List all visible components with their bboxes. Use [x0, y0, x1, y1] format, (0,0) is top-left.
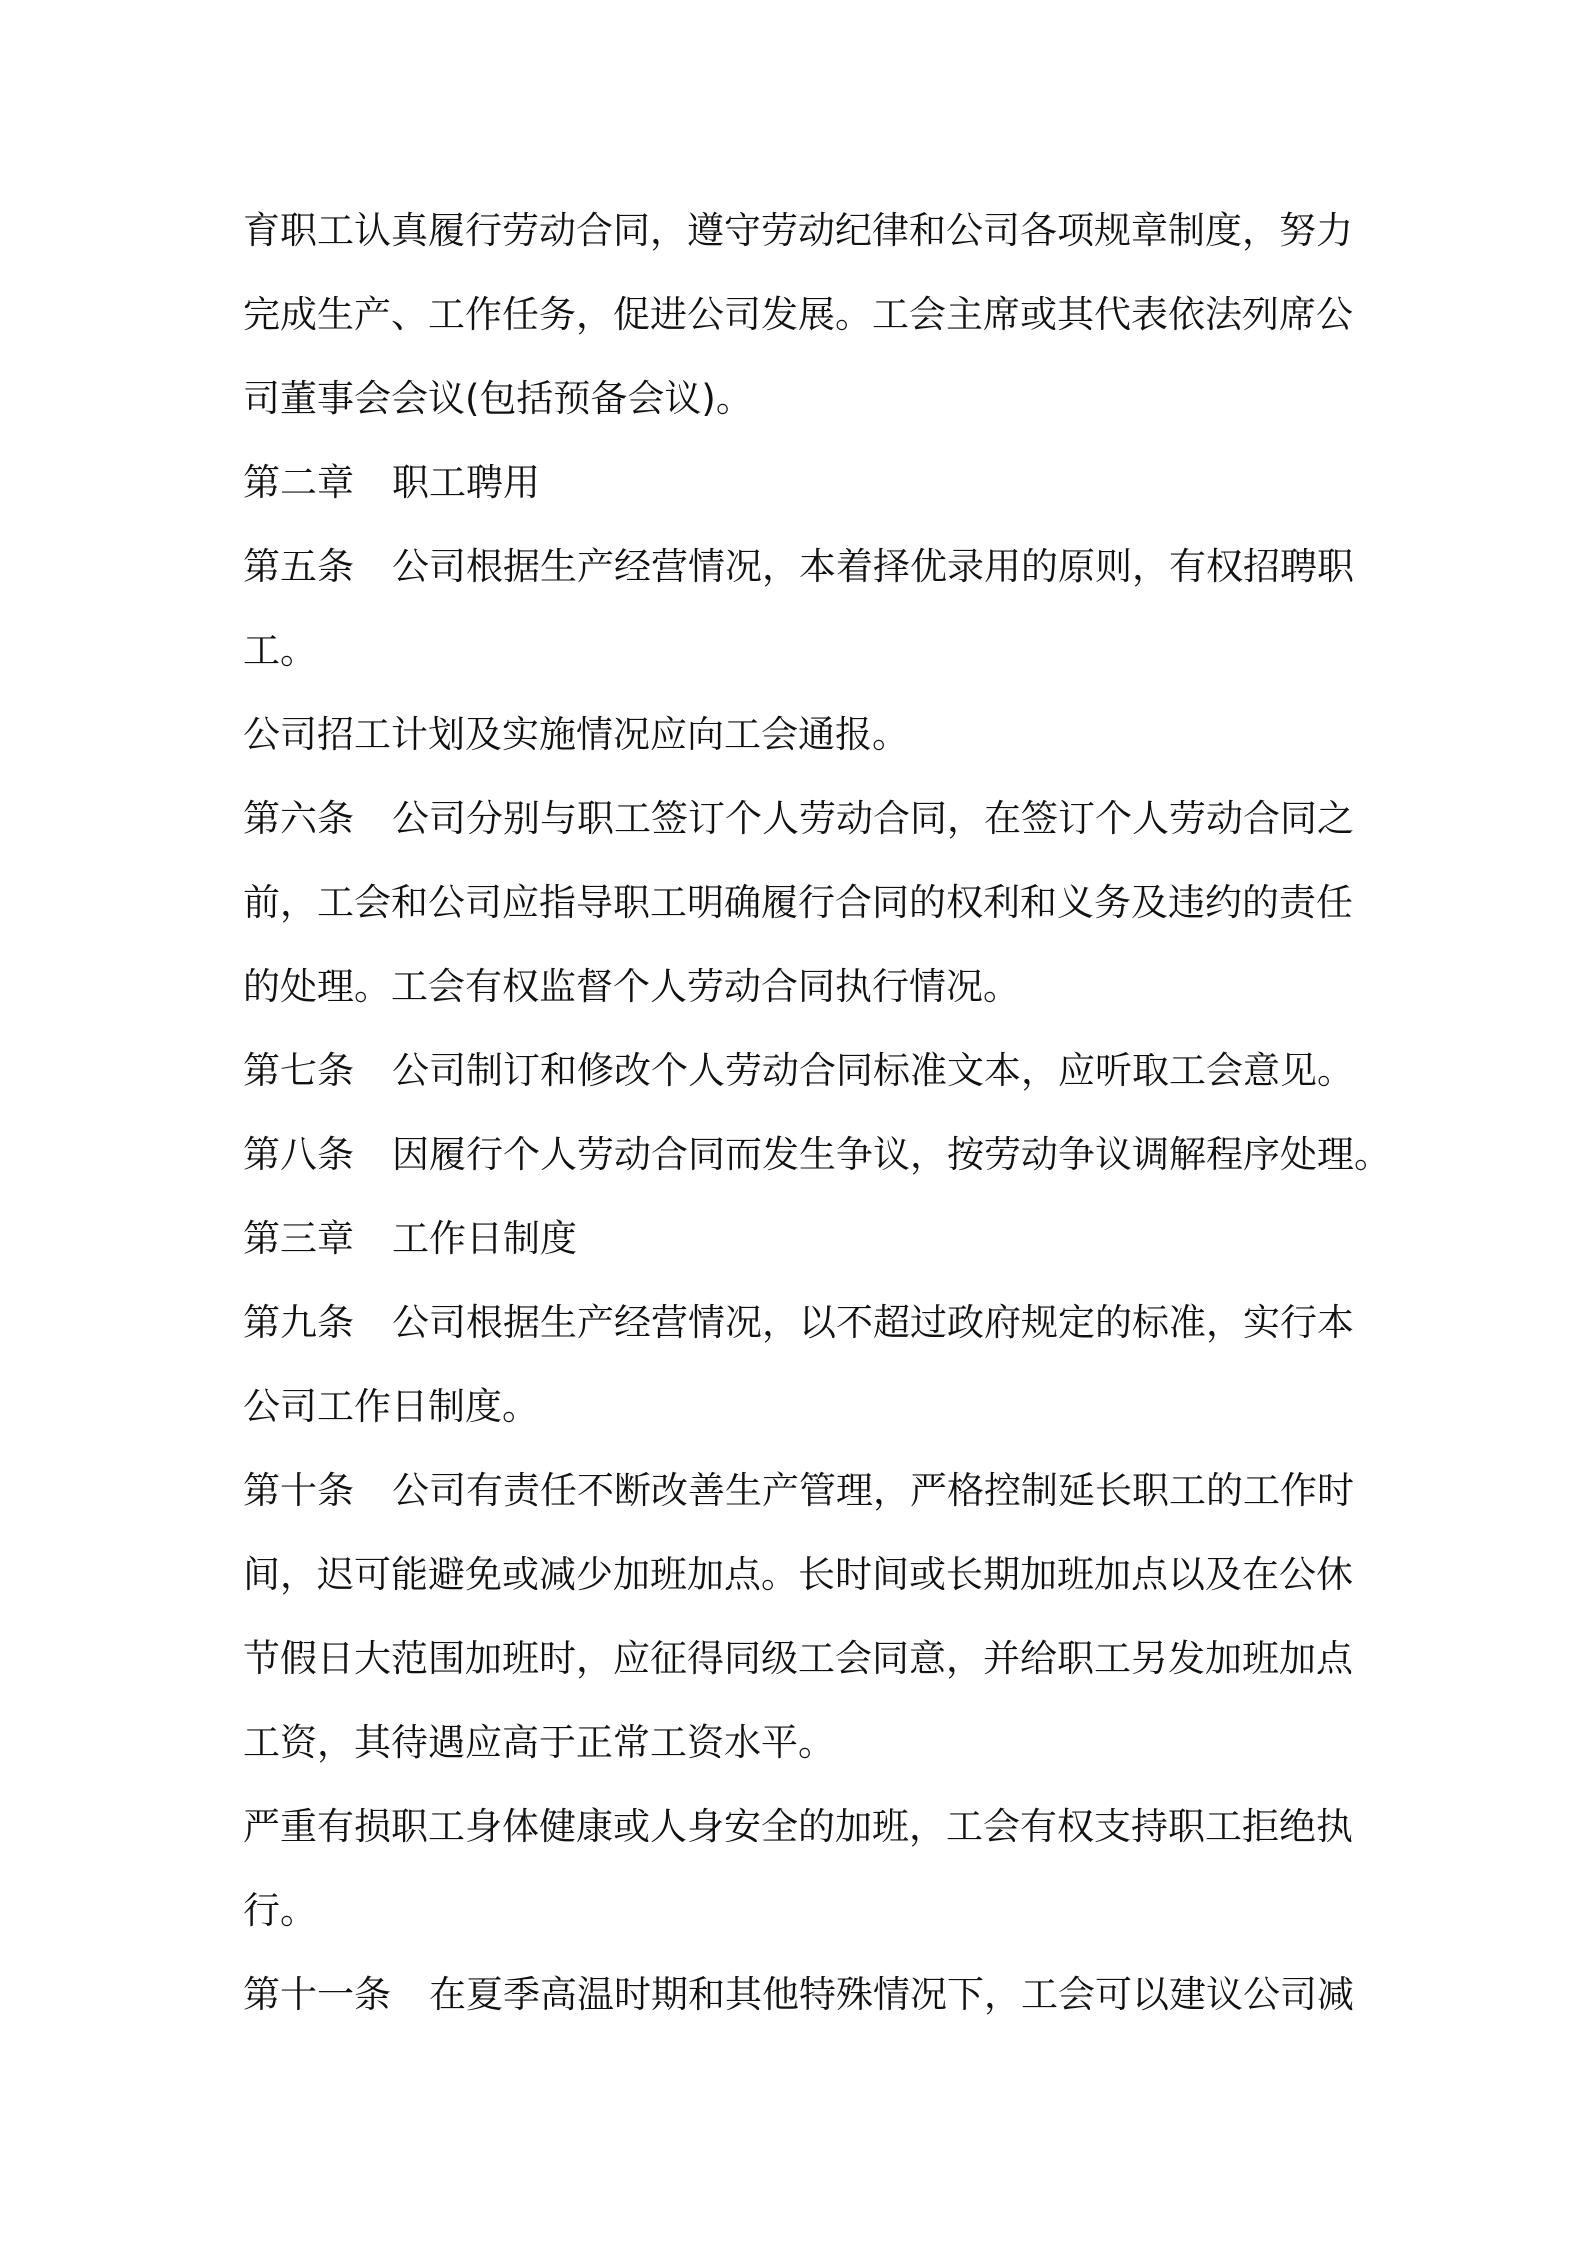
line-text: 节假日大范围加班时，应征得同级工会同意，并给职工另发加班加点	[243, 1637, 1353, 1680]
line-text: 公司根据生产经营情况，以不超过政府规定的标准，实行本	[392, 1301, 1354, 1344]
line-text: 公司招工计划及实施情况应向工会通报。	[243, 713, 909, 756]
paragraph-line	[243, 620, 1363, 704]
paragraph-line	[243, 956, 1363, 1040]
article-label: 第七条	[243, 1049, 354, 1092]
line-text: 司董事会会议(包括预备会议)。	[243, 377, 753, 420]
line-text: 公司制订和修改个人劳动合同标准文本，应听取工会意见。	[392, 1049, 1354, 1092]
line-text: 公司根据生产经营情况，本着择优录用的原则，有权招聘职	[392, 545, 1354, 588]
line-text: 行。	[243, 1889, 317, 1932]
line-text: 育职工认真履行劳动合同，遵守劳动纪律和公司各项规章制度，努力	[243, 209, 1353, 252]
line-text: 在夏季高温时期和其他特殊情况下，工会可以建议公司减	[429, 1973, 1354, 2016]
article-label: 第二章	[243, 461, 354, 504]
article-heading-line	[243, 1964, 1363, 2048]
line-text: 的处理。工会有权监督个人劳动合同执行情况。	[243, 965, 1020, 1008]
article-label: 第十一条	[243, 1973, 391, 2016]
article-label: 第九条	[243, 1301, 354, 1344]
paragraph-line	[243, 368, 1363, 452]
line-text: 严重有损职工身体健康或人身安全的加班，工会有权支持职工拒绝执	[243, 1805, 1353, 1848]
article-heading-line	[243, 1040, 1363, 1124]
article-label: 第五条	[243, 545, 354, 588]
paragraph-line	[243, 872, 1363, 956]
article-heading-line	[243, 1292, 1363, 1376]
paragraph-line	[243, 284, 1363, 368]
line-text: 间，迟可能避免或减少加班加点。长时间或长期加班加点以及在公休	[243, 1553, 1353, 1596]
line-text: 职工聘用	[392, 461, 540, 504]
line-text: 公司工作日制度。	[243, 1385, 539, 1428]
paragraph-line	[243, 1628, 1363, 1712]
line-text: 公司有责任不断改善生产管理，严格控制延长职工的工作时	[392, 1469, 1354, 1512]
article-heading-line	[243, 536, 1363, 620]
paragraph-line	[243, 1880, 1363, 1964]
article-label: 第三章	[243, 1217, 354, 1260]
article-heading-line	[243, 1124, 1391, 1208]
paragraph-line	[243, 200, 1363, 284]
line-text: 工。	[243, 629, 317, 672]
article-heading-line	[243, 1460, 1363, 1544]
article-heading-line	[243, 452, 1363, 536]
paragraph-line	[243, 1376, 1363, 1460]
line-text: 公司分别与职工签订个人劳动合同，在签订个人劳动合同之	[392, 797, 1354, 840]
line-text: 工作日制度	[392, 1217, 577, 1260]
line-text: 完成生产、工作任务，促进公司发展。工会主席或其代表依法列席公	[243, 293, 1353, 336]
paragraph-line	[243, 1544, 1363, 1628]
article-label: 第六条	[243, 797, 354, 840]
article-label: 第八条	[243, 1133, 354, 1176]
article-heading-line	[243, 1208, 1363, 1292]
article-label: 第十条	[243, 1469, 354, 1512]
paragraph-line	[243, 1796, 1363, 1880]
paragraph-line	[243, 1712, 1363, 1796]
document-page	[243, 200, 1391, 2048]
line-text: 前，工会和公司应指导职工明确履行合同的权利和义务及违约的责任	[243, 881, 1353, 924]
line-text: 因履行个人劳动合同而发生争议，按劳动争议调解程序处理。	[392, 1133, 1391, 1176]
paragraph-line	[243, 704, 1363, 788]
line-text: 工资，其待遇应高于正常工资水平。	[243, 1721, 835, 1764]
article-heading-line	[243, 788, 1363, 872]
